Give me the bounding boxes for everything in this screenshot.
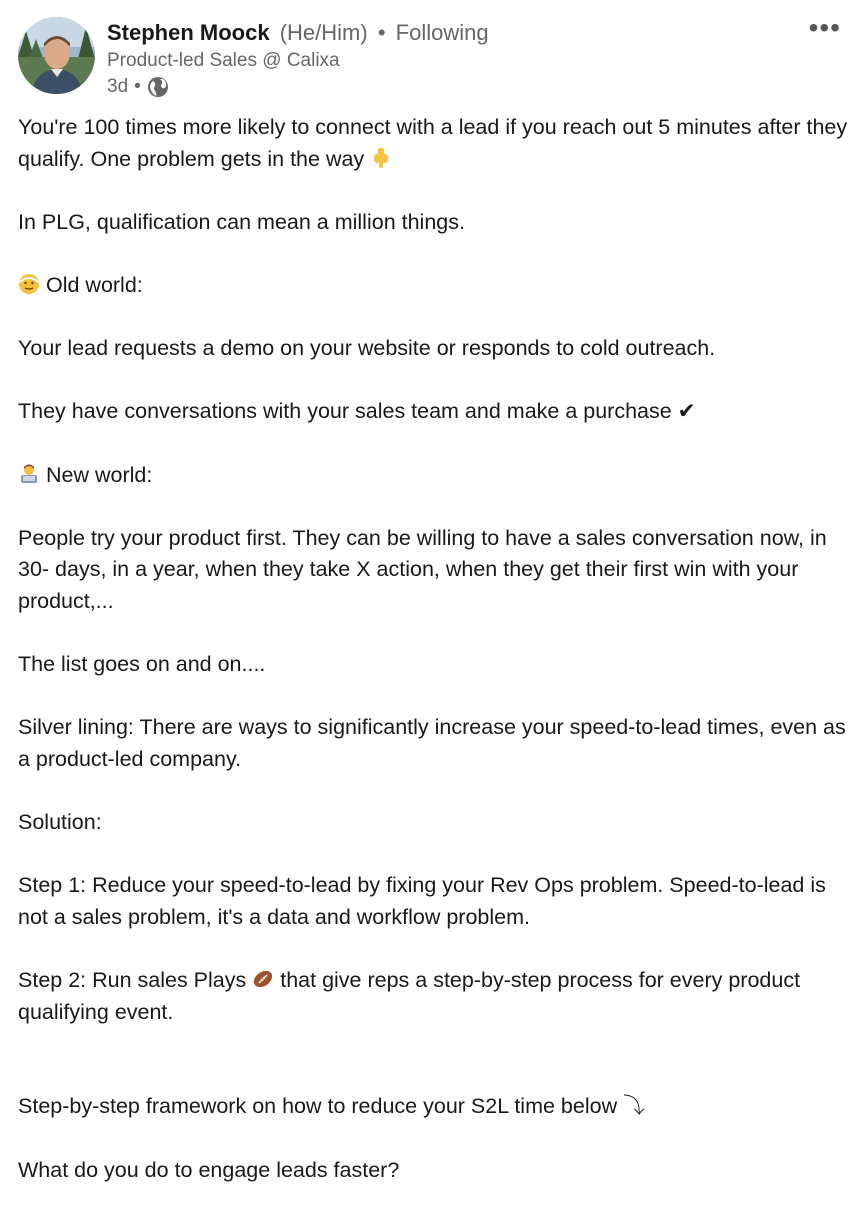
post-paragraph: People try your product first. They can be willing to have a sales conversation now, in 30- days, in a year, when they take X action, when they get their first win with your product,... [18, 525, 827, 613]
post-paragraph: You're 100 times more likely to connect with a lead if you reach out 5 minutes after they qualify. One problem gets in the way [18, 115, 848, 171]
post-meta [107, 75, 169, 99]
football-icon [252, 968, 274, 990]
post-paragraph: In PLG, qualification can mean a million things. [18, 209, 465, 234]
author-headline: Product-led Sales @ Calixa [107, 50, 340, 71]
avatar-photo [18, 17, 95, 94]
post-paragraph: What do you do to engage leads faster? [18, 1157, 400, 1182]
post-time: 3d [107, 76, 129, 97]
following-status[interactable]: Following [395, 20, 489, 45]
avatar[interactable] [18, 17, 95, 94]
post-paragraph: Your lead requests a demo on your website or responds to cold outreach. [18, 336, 716, 361]
globe-icon [147, 76, 169, 98]
post-paragraph: Solution: [18, 810, 102, 835]
post-paragraph: The list goes on and on.... [18, 652, 266, 677]
post-paragraph: They have conversations with your sales team and make a purchase ✔ [18, 399, 696, 424]
technologist-icon [18, 463, 40, 485]
post-paragraph: New world: [18, 460, 848, 492]
post-paragraph: Silver lining: There are ways to significantly increase your speed-to-lead times, even as a product-led company. [18, 715, 846, 771]
more-options-icon[interactable]: ••• [808, 12, 841, 43]
author-name[interactable]: Stephen Moock [107, 20, 270, 45]
author-pronouns: (He/Him) [279, 20, 368, 45]
older-person-icon [18, 273, 40, 295]
separator-dot: • [377, 20, 386, 45]
post-paragraph: Step 2: Run sales Plays that give reps a step-by-step process for every product qualifying event. [18, 968, 801, 1024]
post-paragraph: Old world: [18, 270, 848, 302]
time-separator: • [134, 76, 141, 97]
pointing-down-icon [370, 147, 392, 169]
post-paragraph: Step 1: Reduce your speed-to-lead by fixing your Rev Ops problem. Speed-to-lead is not a sales problem, it's a data and workflow problem. [18, 873, 826, 929]
post-body [18, 112, 848, 1218]
post-paragraph: Step-by-step framework on how to reduce your S2L time below ⤵ [18, 1094, 645, 1119]
author-row [107, 19, 489, 47]
